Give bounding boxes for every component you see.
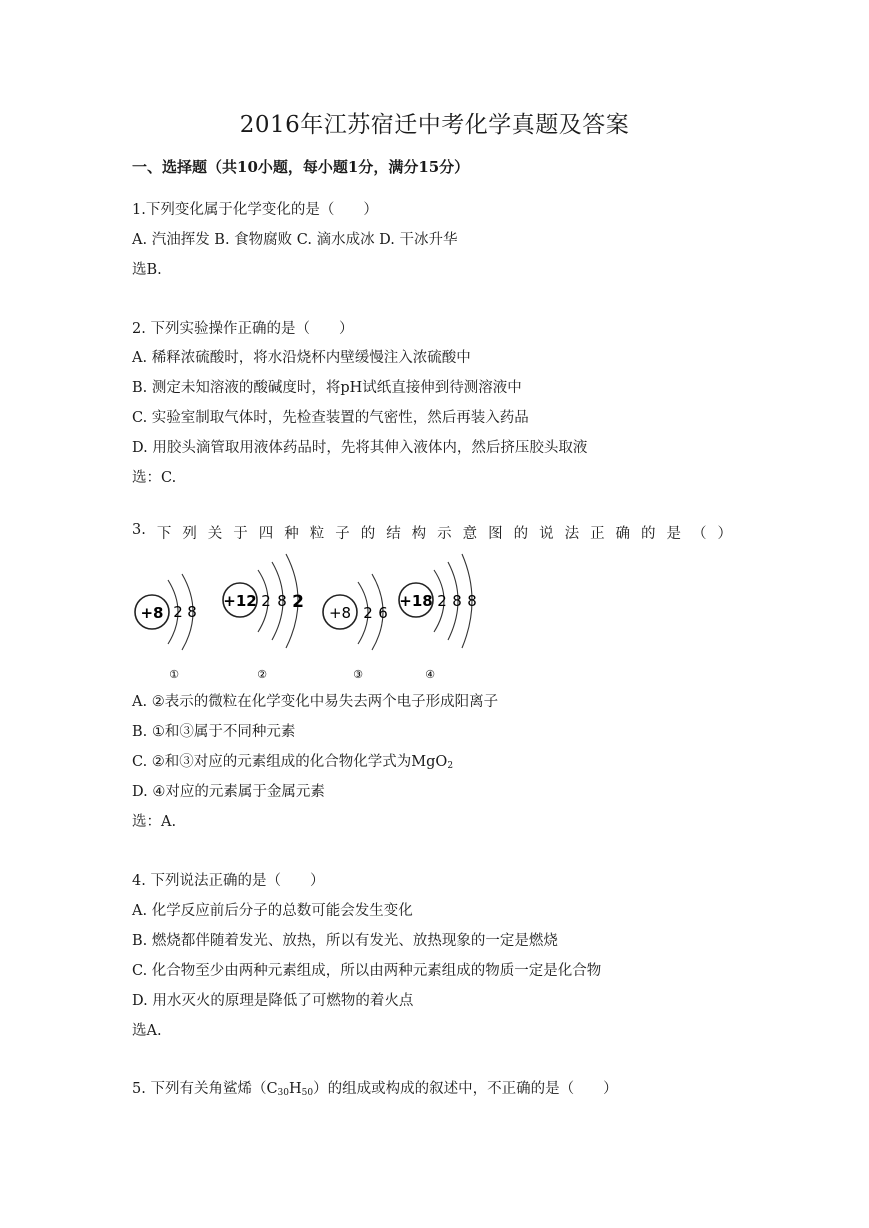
shell-electrons: 2 [363,604,373,622]
q3-stem-char: 图 [488,526,503,542]
q3-stem-char: 结 [386,526,401,542]
particle-2 [223,554,304,681]
q3-stem-char: 下 [156,526,172,542]
shell-electrons: 2 [292,592,304,612]
q3-option-c-text: C. ②和③对应的元素组成的化合物化学式为MgO [132,754,448,770]
q5-stem-prefix: 5. 下列有关角鲨烯（C [132,1081,278,1097]
q1-options: A. 汽油挥发 B. 食物腐败 C. 滴水成冰 D. 干冰升华 [132,232,458,248]
q3-answer: 选：A. [132,814,177,830]
q5-subscript-h: 50 [301,1088,314,1098]
particle-1 [135,574,197,681]
q1-stem: 1.下列变化属于化学变化的是（ ） [132,202,378,218]
q2-option-d: D. 用胶头滴管取用液体药品时，先将其伸入液体内，然后挤压胶头取液 [132,440,588,456]
shell-electrons: 2 [173,603,183,621]
q2-answer: 选：C. [132,470,177,486]
q3-stem-char: 于 [233,526,248,542]
particle-label: ③ [353,668,363,681]
particle-label: ① [169,668,179,681]
q3-stem-char: 子 [335,526,350,542]
particle-label: ② [257,668,267,681]
q4-stem: 4. 下列说法正确的是（ ） [132,873,325,889]
q3-stem-char: 确 [615,526,631,542]
q3-stem-char: 说 [539,526,554,542]
q3-stem-char: 种 [284,526,299,542]
shell-electrons: 2 [261,592,271,610]
q5-stem [132,1077,618,1098]
section-heading: 一、选择题（共10小题，每小题1分，满分15分） [132,158,470,176]
shell-electrons: 6 [378,604,388,622]
q3-stem-char: （ [692,526,707,542]
shell-electrons: 2 [437,592,447,610]
q1-answer: 选B. [132,262,162,278]
q3-stem-char: 四 [258,526,274,542]
q3-stem-char: 正 [590,526,605,542]
q2-stem: 2. 下列实验操作正确的是（ ） [132,321,354,337]
q3-stem-char: 法 [564,526,580,542]
q3-stem-char: 示 [437,526,452,542]
q3-option-b: B. ①和③属于不同种元素 [132,724,296,740]
q4-option-d: D. 用水灭火的原理是降低了可燃物的着火点 [132,993,414,1009]
q3-stem-char: 3. [132,522,146,538]
shell-electrons: 8 [452,592,462,610]
particle-label: ④ [425,668,435,681]
q3-stem-char: 关 [207,526,223,542]
nucleus-charge: +8 [328,604,352,622]
q4-option-b: B. 燃烧都伴随着发光、放热，所以有发光、放热现象的一定是燃烧 [132,933,558,949]
q2-option-c: C. 实验室制取气体时，先检查装置的气密性，然后再装入药品 [132,410,529,426]
nucleus-charge: +12 [223,592,257,610]
q3-stem-char: 构 [411,526,427,542]
nucleus-charge: +18 [399,592,433,610]
shell-electrons: 8 [467,592,477,610]
q3-stem-char: 列 [182,526,197,542]
q3-stem [132,522,732,543]
particle-4 [399,554,477,681]
q3-stem-char: 的 [513,526,529,542]
shell-electrons: 8 [277,592,287,610]
q5-stem-suffix: ）的组成或构成的叙述中，不正确的是（ ） [313,1081,618,1097]
q4-option-c: C. 化合物至少由两种元素组成，所以由两种元素组成的物质一定是化合物 [132,963,602,979]
q3-option-c-subscript: 2 [447,761,454,771]
q3-stem-char: ） [717,526,732,542]
particle-3 [323,574,388,681]
q5-stem-h: H [289,1081,302,1097]
q3-stem-char: 的 [641,526,656,542]
q3-option-c [132,750,453,771]
page-title: 2016年江苏宿迁中考化学真题及答案 [239,112,630,138]
nucleus-charge: +8 [140,604,164,622]
q5-subscript-c: 30 [277,1088,289,1098]
q3-stem-char: 意 [462,526,478,542]
q3-stem-char: 是 [666,526,682,542]
q3-option-d: D. ④对应的元素属于金属元素 [132,784,325,800]
shell-electrons: 8 [187,603,197,621]
q3-option-a: A. ②表示的微粒在化学变化中易失去两个电子形成阳离子 [132,694,499,710]
q2-option-b: B. 测定未知溶液的酸碱度时，将pH试纸直接伸到待测溶液中 [132,380,522,396]
q3-stem-char: 的 [360,526,376,542]
q3-stem-char: 粒 [309,526,325,542]
q4-answer: 选A. [132,1023,162,1039]
q4-option-a: A. 化学反应前后分子的总数可能会发生变化 [132,903,413,919]
atomic-structure-diagram [132,552,484,682]
q2-option-a: A. 稀释浓硫酸时，将水沿烧杯内壁缓慢注入浓硫酸中 [132,350,471,366]
